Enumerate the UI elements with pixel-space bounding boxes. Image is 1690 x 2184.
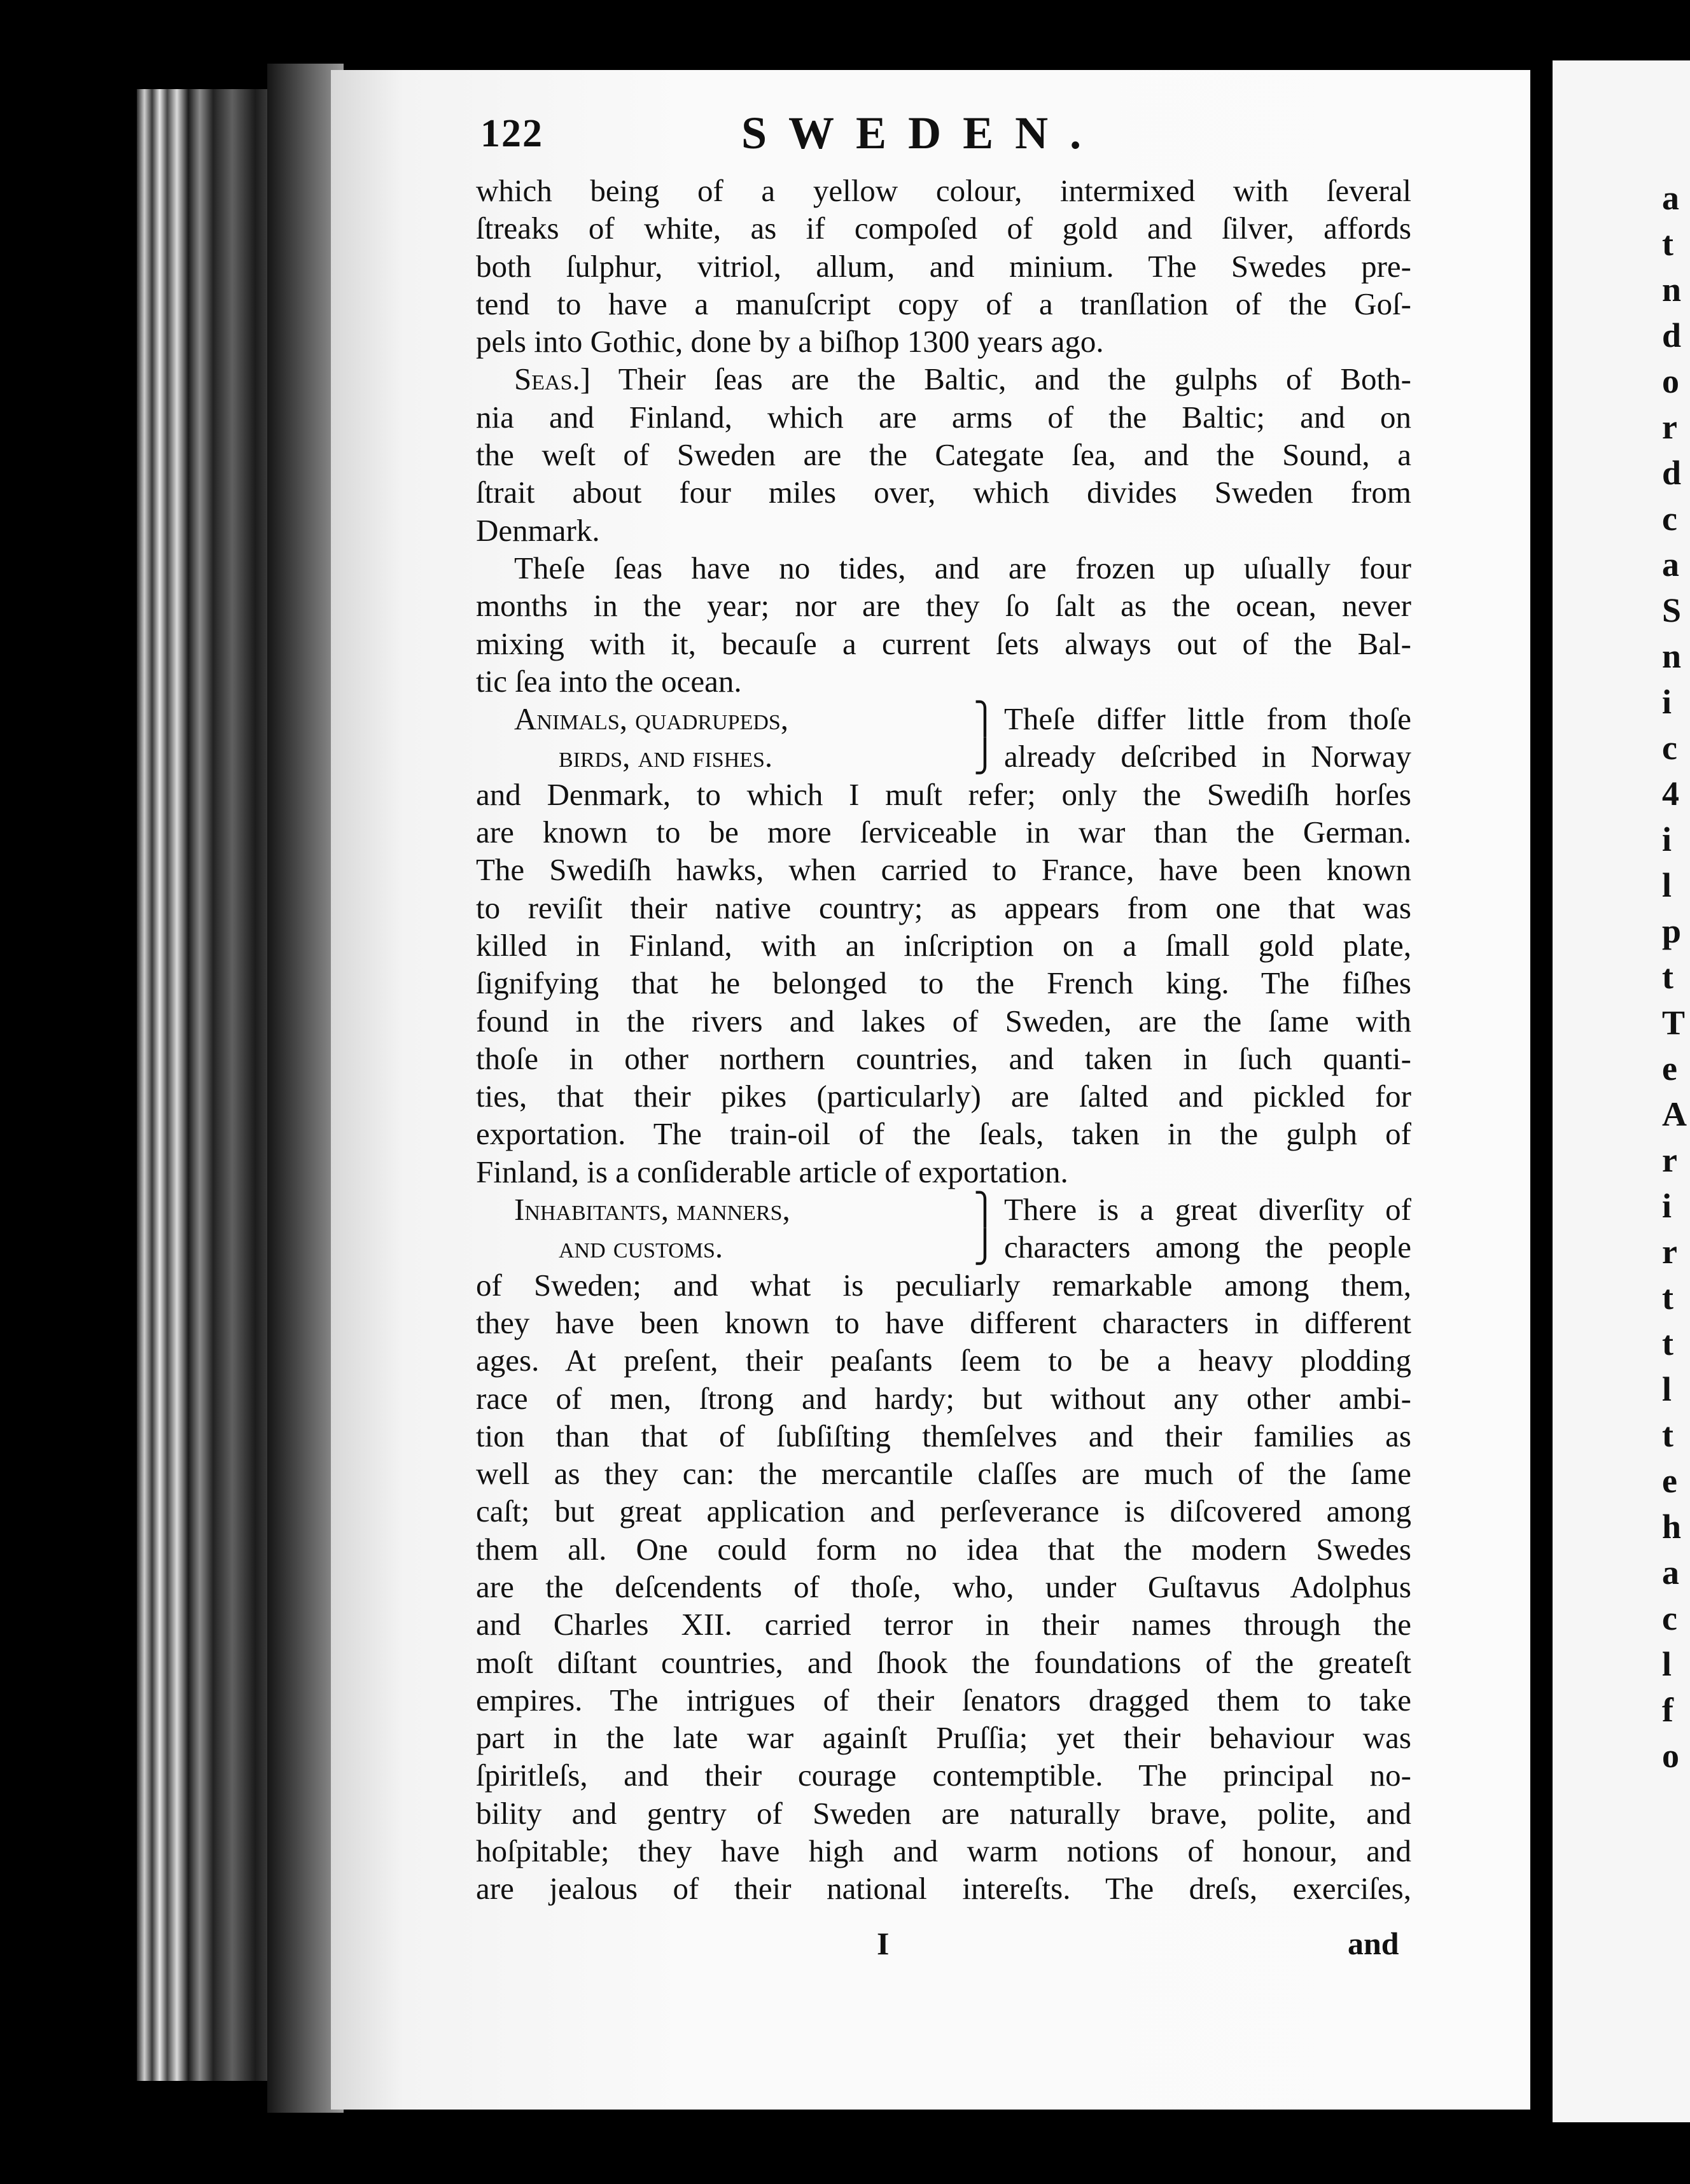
brace-top: ⎫ xyxy=(973,701,997,737)
text-line: thoſe in other northern countries, and taken in ſuch quanti- xyxy=(476,1040,1411,1076)
side-heading: birds, and fishes. xyxy=(559,739,773,774)
section-heading-animals xyxy=(476,700,1411,738)
text-line: them all. One could form no idea that the modern Swedes xyxy=(476,1531,1411,1567)
facing-page-letter: i xyxy=(1662,683,1672,721)
text-line: ſignifying that he belonged to the French king. The fiſhes xyxy=(476,965,1411,1001)
text-line: race of men, ſtrong and hardy; but without any other ambi- xyxy=(476,1380,1411,1416)
text-fragment: Their ſeas are the Baltic, and the gulphs of Both- xyxy=(618,361,1411,397)
facing-page-letter: a xyxy=(1662,179,1679,217)
facing-page-letter: T xyxy=(1662,1004,1686,1042)
facing-page-letter: e xyxy=(1662,1462,1677,1500)
facing-page-letter: d xyxy=(1662,454,1682,492)
text-line: are known to be more ſerviceable in war than the German. xyxy=(476,815,1411,850)
facing-page-letter: f xyxy=(1662,1691,1673,1729)
section-heading-seas: Seas.] xyxy=(514,361,591,397)
facing-page-letter: c xyxy=(1662,500,1677,538)
text-line: mixing with it, becauſe a current ſets always out of the Bal- xyxy=(476,626,1411,661)
facing-page-letter: S xyxy=(1662,591,1682,629)
facing-page-letter: o xyxy=(1662,362,1679,400)
text-fragment: characters among the people xyxy=(1004,1229,1411,1265)
running-title: SWEDEN. xyxy=(741,108,1103,158)
text-line: exportation. The train-oil of the ſeals, taken in the gulph of xyxy=(476,1116,1411,1152)
facing-page-letter: i xyxy=(1662,820,1672,858)
text-line: which being of a yellow colour, intermixed with ſeveral xyxy=(476,173,1411,208)
text-line: empires. The intrigues of their ſenators dragged them to take xyxy=(476,1682,1411,1718)
facing-page-letter: d xyxy=(1662,316,1682,354)
text-line: months in the year; nor are they ſo ſalt as the ocean, never xyxy=(476,588,1411,624)
facing-page-letter: r xyxy=(1662,1233,1677,1271)
text-line: to reviſit their native country; as appears from one that was xyxy=(476,890,1411,925)
facing-page-letter: 4 xyxy=(1662,774,1679,813)
facing-page-letter: n xyxy=(1662,637,1682,675)
section-heading-animals-2 xyxy=(476,738,1411,775)
text-line: Theſe ſeas have no tides, and are frozen up uſually four xyxy=(514,550,1411,585)
text-line: tic ſea into the ocean. xyxy=(476,663,742,699)
text-line: nia and Finland, which are arms of the Baltic; and on xyxy=(476,399,1411,435)
page-number: 122 xyxy=(480,112,543,155)
text-fragment: Theſe differ little from thoſe xyxy=(1004,701,1411,737)
section-heading-inhabitants xyxy=(476,1191,1411,1228)
text-line: moſt diſtant countries, and ſhook the foundations of the greateſt xyxy=(476,1644,1411,1680)
text-line: and Denmark, to which I muſt refer; only the Swediſh horſes xyxy=(476,776,1411,812)
facing-page-letter: A xyxy=(1662,1095,1687,1133)
text-line: are jealous of their national intereſts. The dreſs, exerciſes, xyxy=(476,1871,1411,1907)
text-line: ages. At preſent, their peaſants ſeem to be a heavy plodding xyxy=(476,1343,1411,1378)
facing-page-letter: t xyxy=(1662,958,1673,996)
text-fragment: already deſcribed in Norway xyxy=(1004,739,1411,774)
brace-bottom: ⎭ xyxy=(973,739,997,774)
text-line: ſtreaks of white, as if compoſed of gold and ſilver, affords xyxy=(476,211,1411,246)
facing-page-letter: l xyxy=(1662,1645,1672,1683)
facing-page-letter: r xyxy=(1662,408,1677,446)
brace-top: ⎫ xyxy=(973,1192,997,1228)
text-line: they have been known to have different characters in different xyxy=(476,1305,1411,1340)
brace-bottom: ⎭ xyxy=(973,1229,997,1265)
text-line: pels into Gothic, done by a biſhop 1300 years ago. xyxy=(476,324,1104,360)
facing-page-letter: c xyxy=(1662,729,1677,767)
facing-page-letter: l xyxy=(1662,1370,1672,1408)
section-heading-inhabitants-2 xyxy=(476,1228,1411,1266)
text-line: well as they can: the mercantile claſſes are much of the ſame xyxy=(476,1456,1411,1492)
signature-mark: I xyxy=(877,1926,890,1961)
text-line: tion than that of ſubſiſting themſelves and their families as xyxy=(476,1418,1411,1453)
facing-page-letter: p xyxy=(1662,912,1682,950)
facing-page-letter: c xyxy=(1662,1599,1677,1637)
text-line: Finland, is a conſiderable article of exportation. xyxy=(476,1154,1068,1189)
facing-page-letter: a xyxy=(1662,545,1679,584)
side-heading: Animals, quadrupeds, xyxy=(514,701,789,737)
facing-page-letter: h xyxy=(1662,1508,1682,1546)
text-line: are the deſcendents of thoſe, who, under Guſtavus Adolphus xyxy=(476,1569,1411,1604)
text-line: killed in Finland, with an inſcription on a ſmall gold plate, xyxy=(476,927,1411,963)
text-line: ſtrait about four miles over, which divides Sweden from xyxy=(476,475,1411,510)
facing-page-letter: n xyxy=(1662,270,1682,309)
text-line: ties, that their pikes (particularly) are ſalted and pickled for xyxy=(476,1079,1411,1114)
text-line: Denmark. xyxy=(476,512,600,548)
facing-page-letter: t xyxy=(1662,1278,1673,1317)
text-line: found in the rivers and lakes of Sweden, are the ſame with xyxy=(476,1003,1411,1039)
facing-page-letter: t xyxy=(1662,225,1673,263)
facing-page-letter: a xyxy=(1662,1553,1679,1592)
text-fragment: There is a great diverſity of xyxy=(1004,1192,1411,1228)
side-heading: and customs. xyxy=(559,1229,723,1265)
text-line: part in the late war againſt Pruſſia; yet their behaviour was xyxy=(476,1720,1411,1756)
text-line: of Sweden; and what is peculiarly remarkable among them, xyxy=(476,1267,1411,1303)
facing-page-letter: i xyxy=(1662,1187,1672,1225)
text-line: The Swediſh hawks, when carried to France, have been known xyxy=(476,852,1411,888)
body-text xyxy=(476,172,1411,1908)
text-line xyxy=(476,360,1411,398)
text-line: and Charles XII. carried terror in their names through the xyxy=(476,1607,1411,1642)
facing-page-letter: l xyxy=(1662,866,1672,904)
text-line: hoſpitable; they have high and warm notions of honour, and xyxy=(476,1833,1411,1869)
text-line: bility and gentry of Sweden are naturally brave, polite, and xyxy=(476,1795,1411,1831)
text-line: tend to have a manuſcript copy of a tranſlation of the Goſ- xyxy=(476,286,1411,321)
catchword: and xyxy=(1348,1926,1399,1961)
facing-page-letter: t xyxy=(1662,1324,1673,1362)
text-line: caſt; but great application and perſeverance is diſcovered among xyxy=(476,1494,1411,1529)
facing-page-letter: r xyxy=(1662,1141,1677,1179)
text-line: the weſt of Sweden are the Categate ſea, and the Sound, a xyxy=(476,437,1411,473)
facing-page-letter: e xyxy=(1662,1049,1677,1088)
side-heading: Inhabitants, manners, xyxy=(514,1192,790,1228)
facing-page-letter: o xyxy=(1662,1737,1679,1775)
facing-page-letter: t xyxy=(1662,1416,1673,1454)
text-line: ſpiritleſs, and their courage contemptible. The principal no- xyxy=(476,1758,1411,1793)
text-line: both ſulphur, vitriol, allum, and minium. The Swedes pre- xyxy=(476,248,1411,284)
